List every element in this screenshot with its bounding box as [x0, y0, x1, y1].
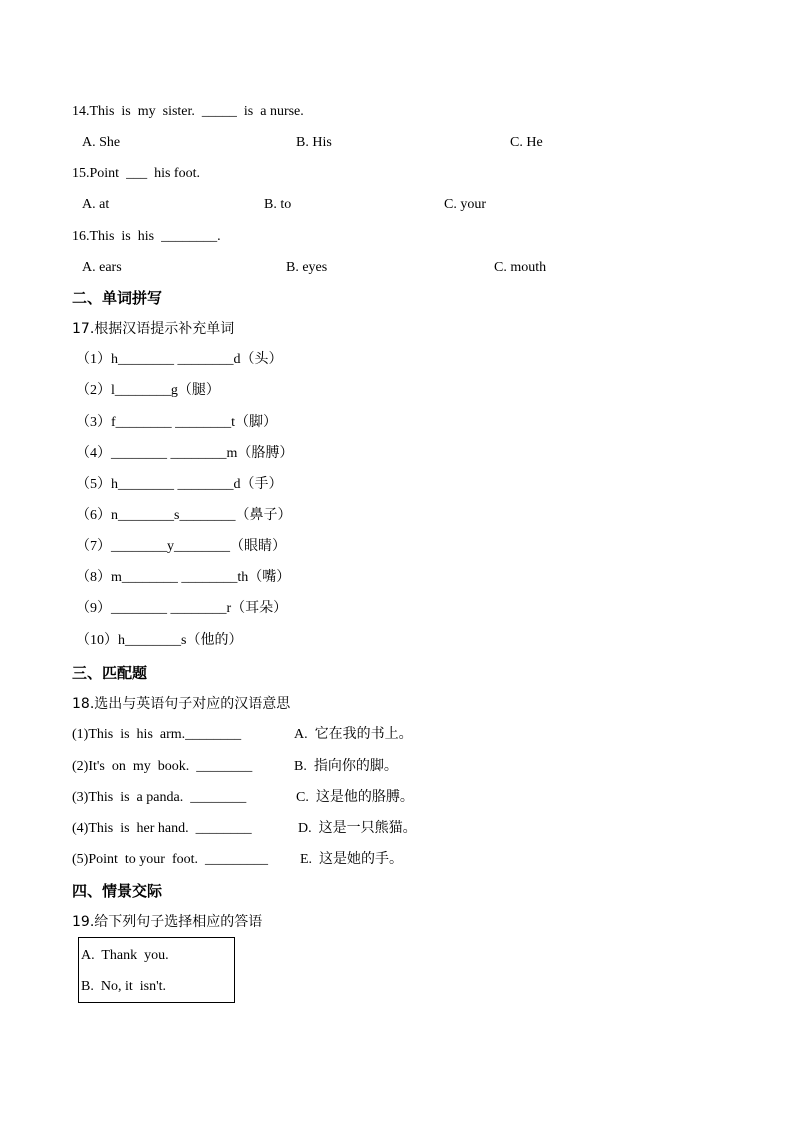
box-option-b: B. No, it isn't. [81, 979, 166, 994]
spelling-item-8: （8）m________ ________th（嘴） [76, 570, 291, 585]
q15-option-a: A. at [82, 197, 110, 212]
q15-option-b: B. to [264, 197, 292, 212]
box-option-a: A. Thank you. [81, 948, 169, 963]
spelling-item-1: （1）h________ ________d（头） [76, 352, 283, 367]
q16-option-c: C. mouth [494, 260, 547, 275]
match-right-e: E. 这是她的手。 [300, 852, 404, 867]
spelling-item-3: （3）f________ ________t（脚） [76, 415, 278, 430]
match-left-2: (2)It's on my book. ________ [72, 759, 253, 774]
spelling-item-5: （5）h________ ________d（手） [76, 477, 283, 492]
section-4-heading: 四、情景交际 [72, 882, 163, 900]
question-18-prompt: 18.选出与英语句子对应的汉语意思 [72, 696, 291, 712]
question-15-stem: 15.Point ___ his foot. [72, 166, 200, 181]
q16-option-b: B. eyes [286, 260, 328, 275]
spelling-item-2: （2）l________g（腿） [76, 383, 220, 398]
answer-options-box [78, 937, 235, 1003]
match-right-d: D. 这是一只熊猫。 [298, 821, 417, 836]
q14-option-a: A. She [82, 135, 121, 150]
spelling-item-10: （10）h________s（他的） [76, 633, 243, 648]
q14-option-c: C. He [510, 135, 543, 150]
question-19-prompt: 19.给下列句子选择相应的答语 [72, 914, 263, 930]
spelling-item-6: （6）n________s________（鼻子） [76, 508, 292, 523]
section-3-heading: 三、匹配题 [72, 664, 148, 682]
match-left-1: (1)This is his arm.________ [72, 727, 242, 742]
match-right-a: A. 它在我的书上。 [294, 727, 413, 742]
spelling-item-4: （4）________ ________m（胳膊） [76, 446, 294, 461]
q15-option-c: C. your [444, 197, 486, 212]
match-left-3: (3)This is a panda. ________ [72, 790, 247, 805]
question-17-prompt: 17.根据汉语提示补充单词 [72, 321, 235, 337]
match-right-b: B. 指向你的脚。 [294, 759, 398, 774]
q16-option-a: A. ears [82, 260, 122, 275]
section-2-heading: 二、单词拼写 [72, 289, 163, 307]
match-left-5: (5)Point to your foot. _________ [72, 852, 268, 867]
match-right-c: C. 这是他的胳膊。 [296, 790, 414, 805]
q14-option-b: B. His [296, 135, 332, 150]
question-14-stem: 14.This is my sister. _____ is a nurse. [72, 104, 304, 119]
spelling-item-7: （7）________y________（眼睛） [76, 539, 286, 554]
spelling-item-9: （9）________ ________r（耳朵） [76, 601, 288, 616]
match-left-4: (4)This is her hand. ________ [72, 821, 252, 836]
question-16-stem: 16.This is his ________. [72, 229, 221, 244]
